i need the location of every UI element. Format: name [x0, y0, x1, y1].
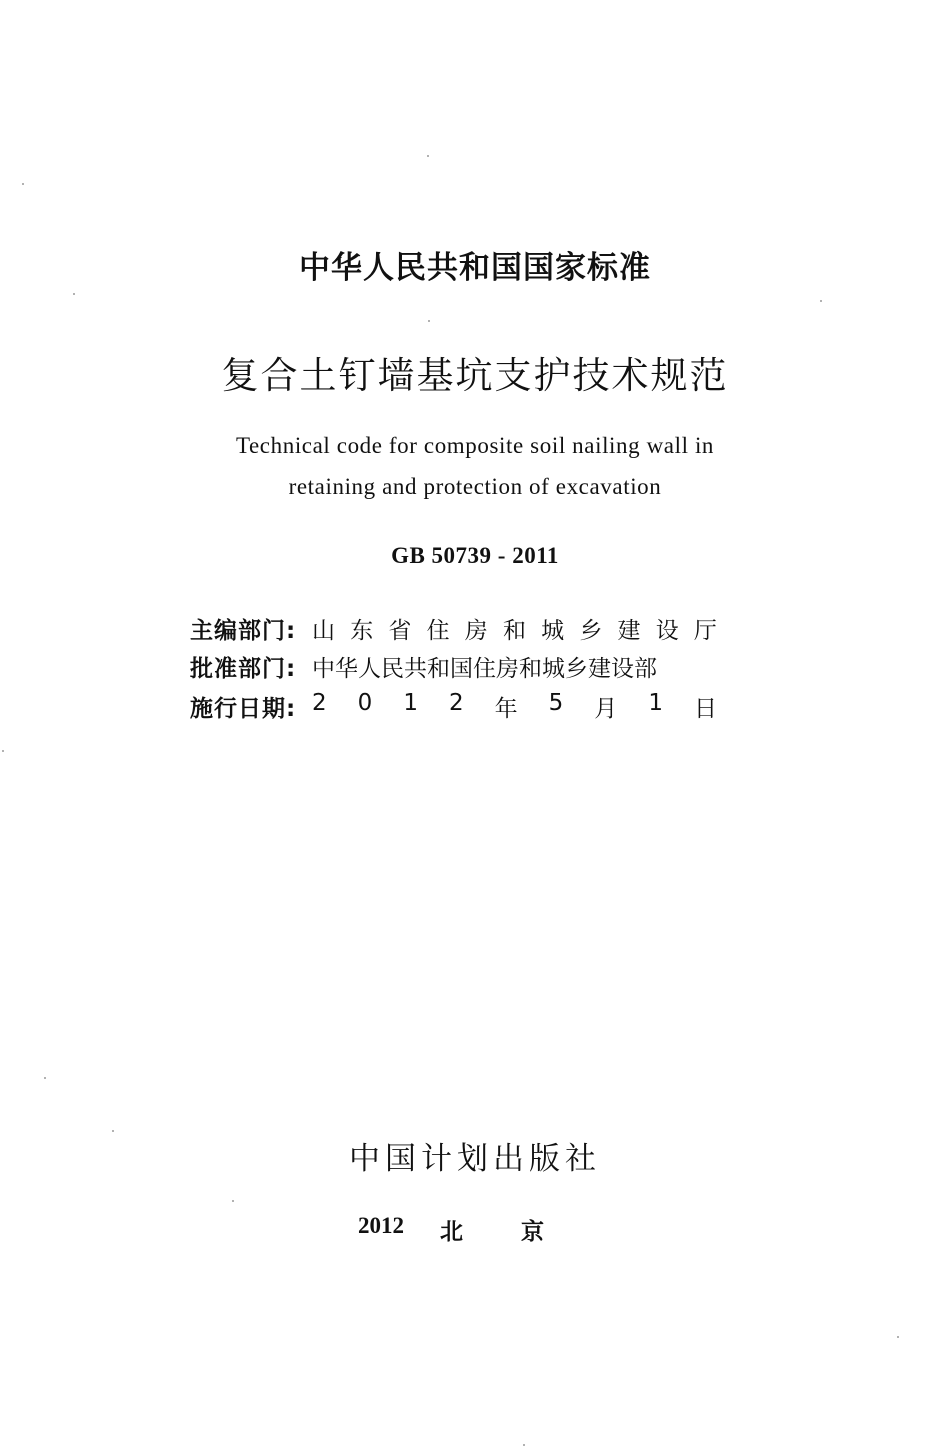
national-standard-heading: 中华人民共和国国家标准 — [299, 250, 651, 286]
scan-speck — [523, 1444, 525, 1446]
editor-char: 厅 — [693, 618, 717, 644]
editor-department-row — [190, 612, 730, 644]
editor-char: 山 — [312, 618, 335, 644]
document-title-chinese: 复合土钉墙基坑支护技术规范 — [221, 354, 729, 397]
approver-department-label: 批准部门: — [190, 656, 297, 682]
imprint-year: 2012 — [358, 1213, 404, 1238]
scan-speck — [44, 1077, 46, 1079]
scan-speck — [427, 155, 429, 157]
imprint-city-char: 北 — [440, 1219, 463, 1245]
editor-department-value — [312, 612, 717, 645]
editor-char: 房 — [464, 618, 488, 644]
date-char: 年 — [494, 696, 518, 722]
approver-department-value — [312, 650, 717, 683]
editor-department-label: 主编部门: — [190, 618, 297, 644]
date-char: 日 — [693, 696, 717, 722]
approver-text: 中华人民共和国住房和城乡建设部 — [312, 656, 657, 682]
scan-speck — [232, 1200, 234, 1202]
publisher-name: 中国计划出版社 — [349, 1141, 601, 1177]
effective-date-value — [312, 690, 717, 723]
imprint-line — [358, 1213, 558, 1243]
editor-char: 住 — [426, 618, 450, 644]
scan-speck — [897, 1336, 899, 1338]
imprint-city-char: 京 — [521, 1219, 544, 1245]
editor-char: 设 — [655, 618, 679, 644]
effective-date-row — [190, 690, 730, 722]
date-char: 2 — [448, 690, 464, 716]
editor-char: 乡 — [579, 618, 603, 644]
editor-char: 城 — [541, 618, 565, 644]
scan-speck — [73, 293, 75, 295]
standard-code-number: GB 50739 - 2011 — [391, 543, 559, 568]
editor-char: 建 — [617, 618, 641, 644]
date-char: 1 — [648, 690, 663, 716]
editor-char: 省 — [388, 618, 412, 644]
scan-speck — [820, 300, 822, 302]
scan-speck — [2, 750, 4, 752]
document-title-english-line1: Technical code for composite soil nailing wall in — [235, 433, 715, 458]
document-title-english-line2: retaining and protection of excavation — [288, 474, 662, 499]
date-char: 2 — [312, 690, 327, 716]
scan-speck — [22, 183, 24, 185]
date-char: 1 — [403, 690, 418, 716]
date-char: 月 — [594, 696, 618, 722]
editor-char: 东 — [350, 618, 374, 644]
effective-date-label: 施行日期: — [190, 696, 297, 722]
approver-department-row — [190, 650, 730, 682]
scan-speck — [112, 1130, 114, 1132]
scan-speck — [428, 320, 430, 322]
date-char: 0 — [357, 690, 373, 716]
editor-char: 和 — [502, 618, 526, 644]
date-char: 5 — [548, 690, 564, 716]
